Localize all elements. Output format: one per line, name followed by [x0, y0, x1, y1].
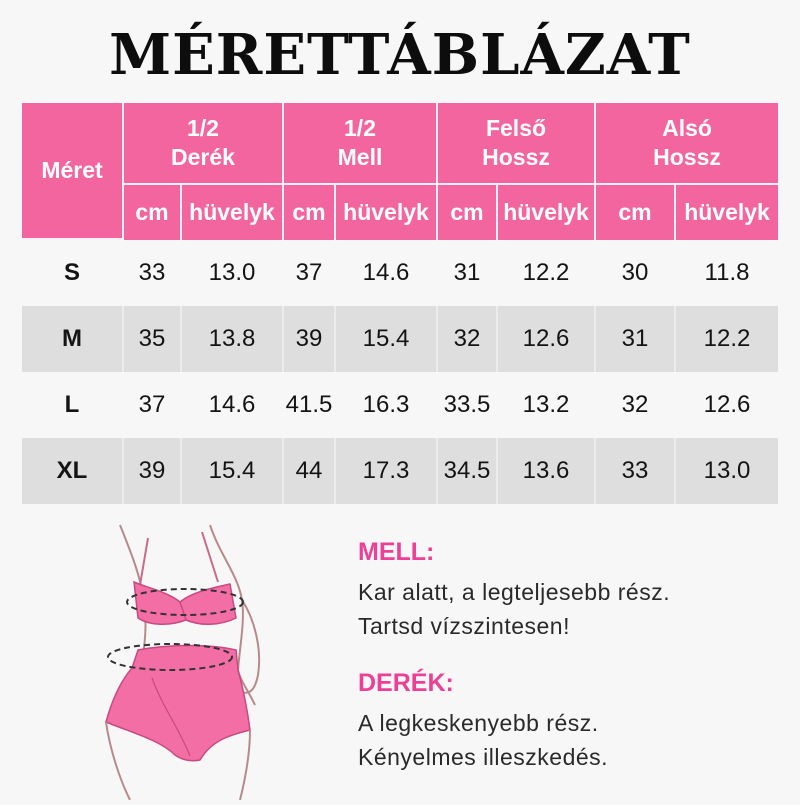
- unit-header-inch: hüvelyk: [336, 185, 438, 240]
- value-cell: 39: [284, 306, 336, 372]
- value-cell: 31: [596, 306, 676, 372]
- value-cell: 39: [124, 438, 182, 504]
- value-cell: 13.0: [676, 438, 778, 504]
- value-cell: 41.5: [284, 372, 336, 438]
- value-cell: 12.2: [498, 240, 596, 306]
- value-cell: 33: [596, 438, 676, 504]
- group-header-top-length: Felső Hossz: [438, 103, 596, 185]
- table-row: [22, 306, 778, 372]
- value-cell: 33: [124, 240, 182, 306]
- table-row: [22, 372, 778, 438]
- value-cell: 14.6: [336, 240, 438, 306]
- size-cell: L: [22, 372, 124, 438]
- bust-instruction-2: Tartsd vízszintesen!: [358, 613, 570, 639]
- value-cell: 34.5: [438, 438, 498, 504]
- value-cell: 13.2: [498, 372, 596, 438]
- value-cell: 37: [284, 240, 336, 306]
- size-cell: M: [22, 306, 124, 372]
- value-cell: 15.4: [182, 438, 284, 504]
- group-header-bust: 1/2 Mell: [284, 103, 438, 185]
- waist-note: [358, 669, 670, 774]
- table-row: [22, 240, 778, 306]
- value-cell: 16.3: [336, 372, 438, 438]
- value-cell: 13.0: [182, 240, 284, 306]
- value-cell: 11.8: [676, 240, 778, 306]
- group-header-waist: 1/2 Derék: [124, 103, 284, 185]
- unit-header-cm: cm: [596, 185, 676, 240]
- value-cell: 31: [438, 240, 498, 306]
- value-cell: 12.2: [676, 306, 778, 372]
- table-row: [22, 438, 778, 504]
- value-cell: 33.5: [438, 372, 498, 438]
- size-column-header: Méret: [22, 103, 124, 240]
- value-cell: 17.3: [336, 438, 438, 504]
- waist-instruction-2: Kényelmes illeszkedés.: [358, 744, 609, 770]
- value-cell: 44: [284, 438, 336, 504]
- group-header-bottom-length: Alsó Hossz: [596, 103, 778, 185]
- bust-instruction-1: Kar alatt, a legteljesebb rész.: [358, 579, 671, 605]
- measurement-notes: [358, 538, 670, 774]
- unit-header-cm: cm: [284, 185, 336, 240]
- bust-note: [358, 538, 670, 643]
- unit-header-cm: cm: [124, 185, 182, 240]
- value-cell: 35: [124, 306, 182, 372]
- value-cell: 15.4: [336, 306, 438, 372]
- value-cell: 13.8: [182, 306, 284, 372]
- page-title: MÉRETTÁBLÁZAT: [109, 22, 691, 88]
- waist-heading: DERÉK:: [358, 669, 454, 697]
- value-cell: 32: [438, 306, 498, 372]
- size-table: [22, 103, 778, 504]
- bust-heading: MELL:: [358, 538, 435, 566]
- value-cell: 37: [124, 372, 182, 438]
- size-cell: S: [22, 240, 124, 306]
- unit-header-inch: hüvelyk: [498, 185, 596, 240]
- value-cell: 32: [596, 372, 676, 438]
- value-cell: 12.6: [498, 306, 596, 372]
- value-cell: 13.6: [498, 438, 596, 504]
- waist-instruction-1: A legkeskenyebb rész.: [358, 710, 599, 736]
- size-cell: XL: [22, 438, 124, 504]
- value-cell: 14.6: [182, 372, 284, 438]
- unit-header-inch: hüvelyk: [182, 185, 284, 240]
- body-measurement-illustration: [90, 510, 290, 805]
- value-cell: 12.6: [676, 372, 778, 438]
- unit-header-inch: hüvelyk: [676, 185, 778, 240]
- value-cell: 30: [596, 240, 676, 306]
- unit-header-cm: cm: [438, 185, 498, 240]
